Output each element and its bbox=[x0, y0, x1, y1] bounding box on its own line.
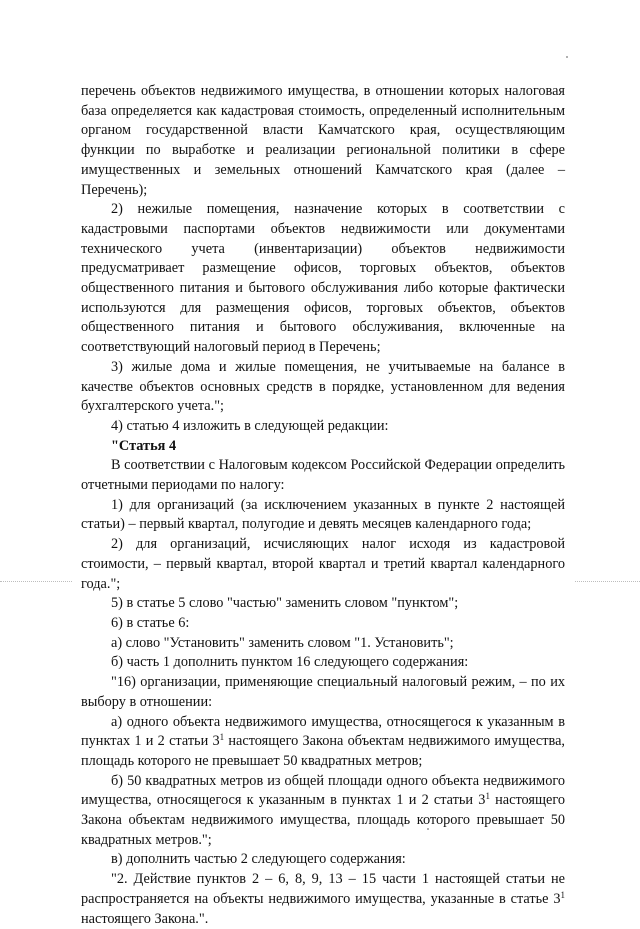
paragraph-article-4-intro: В соответствии с Налоговым кодексом Российской Федерации определить отчетными периодами по налогу: bbox=[81, 457, 565, 494]
paragraph-item-4: 4) статью 4 изложить в следующей редакции: bbox=[111, 417, 389, 434]
article-4-heading: "Статья 4 bbox=[111, 437, 177, 454]
paragraph-part-2-text: "2. Действие пунктов 2 – 6, 8, 9, 13 – 15 части 1 настоящей статьи не распространяется на объекты недвижимого имущества, указанные в статье 3 bbox=[81, 871, 565, 907]
scan-artifact-line-right bbox=[575, 581, 640, 583]
paragraph-item-6a: а) слово "Установить" заменить словом "1. Установить"; bbox=[111, 634, 454, 651]
paragraph-part-2-text-cont: настоящего Закона.". bbox=[81, 910, 209, 927]
paragraph-perechen: перечень объектов недвижимого имущества, в отношении которых налоговая база определяется как кадастровая стоимость, определенный исполнительным органом государственной власти Камчатского края, осуществляющим функции по выработке и реализации региональной политики в сфере имущественных и земельных отношений Камчатского края (далее – Перечень); bbox=[81, 83, 565, 198]
paragraph-point-16b-text: б) 50 квадратных метров из общей площади одного объекта недвижимого имущества, относящегося к указанным в пунктах 1 и 2 статьи 3 bbox=[81, 772, 565, 809]
scan-speck bbox=[427, 828, 429, 830]
paragraph-point-16: "16) организации, применяющие специальный налоговый режим, – по их выбору в отношении: bbox=[81, 674, 565, 710]
superscript-1: 1 bbox=[219, 732, 225, 743]
paragraph-point-16a bbox=[81, 713, 565, 772]
scan-speck bbox=[566, 56, 568, 58]
paragraph-item-6: 6) в статье 6: bbox=[111, 614, 190, 631]
paragraph-item-3: 3) жилые дома и жилые помещения, не учитываемые на балансе в качестве объектов основных средств в порядке, установленном для ведения бухгалтерского учета."; bbox=[81, 358, 565, 415]
paragraph-point-16b-text-cont: настоящего Закона объектам недвижимого имущества, площадь которого превышает 50 квадратных метров."; bbox=[81, 792, 565, 848]
paragraph-article-4-item-1: 1) для организаций (за исключением указанных в пункте 2 настоящей статьи) – первый квартал, полугодие и девять месяцев календарного года; bbox=[81, 496, 565, 533]
paragraph-item-6b: б) часть 1 дополнить пунктом 16 следующего содержания: bbox=[111, 654, 469, 671]
superscript-1: 1 bbox=[485, 791, 490, 802]
paragraph-item-5: 5) в статье 5 слово "частью" заменить словом "пунктом"; bbox=[111, 595, 459, 612]
scan-artifact-line-left bbox=[0, 581, 72, 583]
paragraph-point-16a-text-cont: настоящего Закона объектам недвижимого имущества, площадь которого не превышает 50 квадратных метров; bbox=[81, 733, 565, 769]
paragraph-point-16a-text: а) одного объекта недвижимого имущества, относящегося к указанным в пунктах 1 и 2 статьи 3 bbox=[81, 713, 565, 750]
paragraph-item-6v: в) дополнить частью 2 следующего содержания: bbox=[111, 851, 406, 868]
paragraph-point-16b bbox=[81, 772, 565, 851]
paragraph-article-4-item-2: 2) для организаций, исчисляющих налог исходя из кадастровой стоимости, – первый квартал, второй квартал и третий квартал календарного года."; bbox=[81, 536, 565, 592]
document-page bbox=[81, 82, 565, 929]
paragraph-item-2: 2) нежилые помещения, назначение которых в соответствии с кадастровыми паспортами объектов недвижимости или документами технического учета (инвентаризации) объектов недвижимости предусматривает размещение офисов, торговых объектов, объектов общественного питания и бытового обслуживания либо которые фактически используются для размещения офисов, торговых объектов, объектов общественного питания и бытового обслуживания, включенные на соответствующий налоговый период в Перечень; bbox=[81, 201, 565, 356]
paragraph-part-2 bbox=[81, 870, 565, 929]
superscript-1: 1 bbox=[560, 889, 565, 900]
